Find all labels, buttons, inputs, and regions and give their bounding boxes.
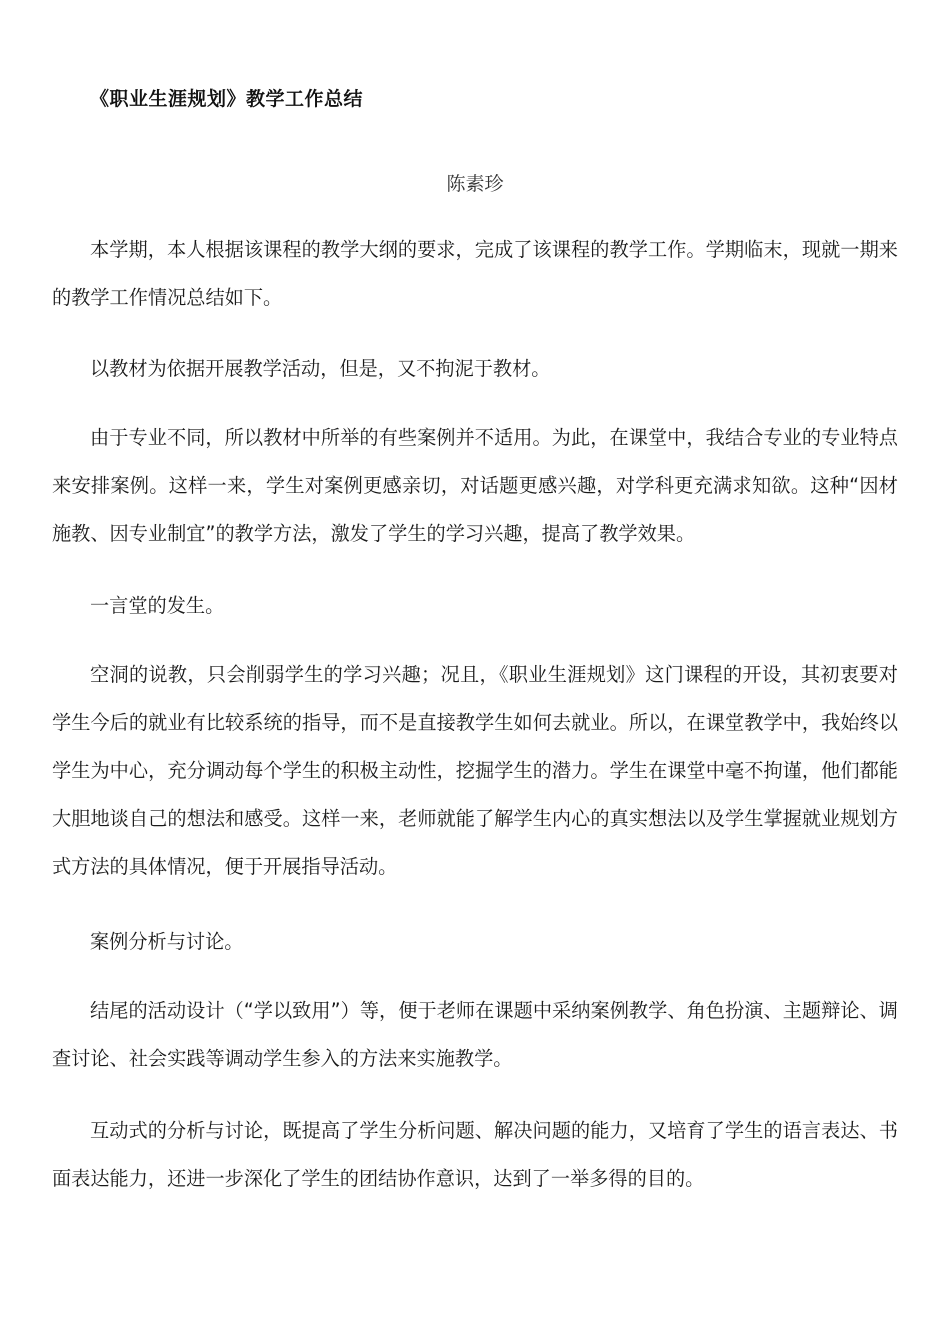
paragraph-student-centered: 空洞的说教，只会削弱学生的学习兴趣；况且，《职业生涯规划》这门课程的开设，其初衷要对学生今后的就业有比较系统的指导，而不是直接教学生如何去就业。所以，在课堂教学中，我始终以学生为中心，充分调动每个学生的积极主动性，挖掘学生的潜力。学生在课堂中毫不拘谨，他们都能大胆地谈自己的想法和感受。这样一来，老师就能了解学生内心的真实想法以及学生掌握就业规划方式方法的具体情况，便于开展指导活动。: [52, 663, 898, 878]
paragraph-heading-textbook: 以教材为依据开展教学活动，但是，又不拘泥于教材。: [90, 357, 551, 380]
paragraph-heading-lecture: 一言堂的发生。: [90, 594, 225, 617]
paragraph-heading-case-analysis: 案例分析与讨论。: [90, 930, 244, 953]
paragraph-intro: 本学期，本人根据该课程的教学大纲的要求，完成了该课程的教学工作。学期临末，现就一期来的教学工作情况总结如下。: [52, 238, 898, 309]
document-author: 陈素珍: [446, 173, 504, 195]
paragraph-activity-design: 结尾的活动设计（“学以致用”）等，便于老师在课题中采纳案例教学、角色扮演、主题辩论、调查讨论、社会实践等调动学生参入的方法来实施教学。: [52, 999, 898, 1070]
paragraph-cases: 由于专业不同，所以教材中所举的有些案例并不适用。为此，在课堂中，我结合专业的专业特点来安排案例。这样一来，学生对案例更感亲切，对话题更感兴趣，对学科更充满求知欲。这种“因材施教、因专业制宜”的教学方法，激发了学生的学习兴趣，提高了教学效果。: [52, 426, 898, 545]
paragraph-interactive-discussion: 互动式的分析与讨论，既提高了学生分析问题、解决问题的能力，又培育了学生的语言表达、书面表达能力，还进一步深化了学生的团结协作意识，达到了一举多得的目的。: [52, 1119, 898, 1190]
document-title: 《职业生涯规划》教学工作总结: [90, 88, 364, 110]
